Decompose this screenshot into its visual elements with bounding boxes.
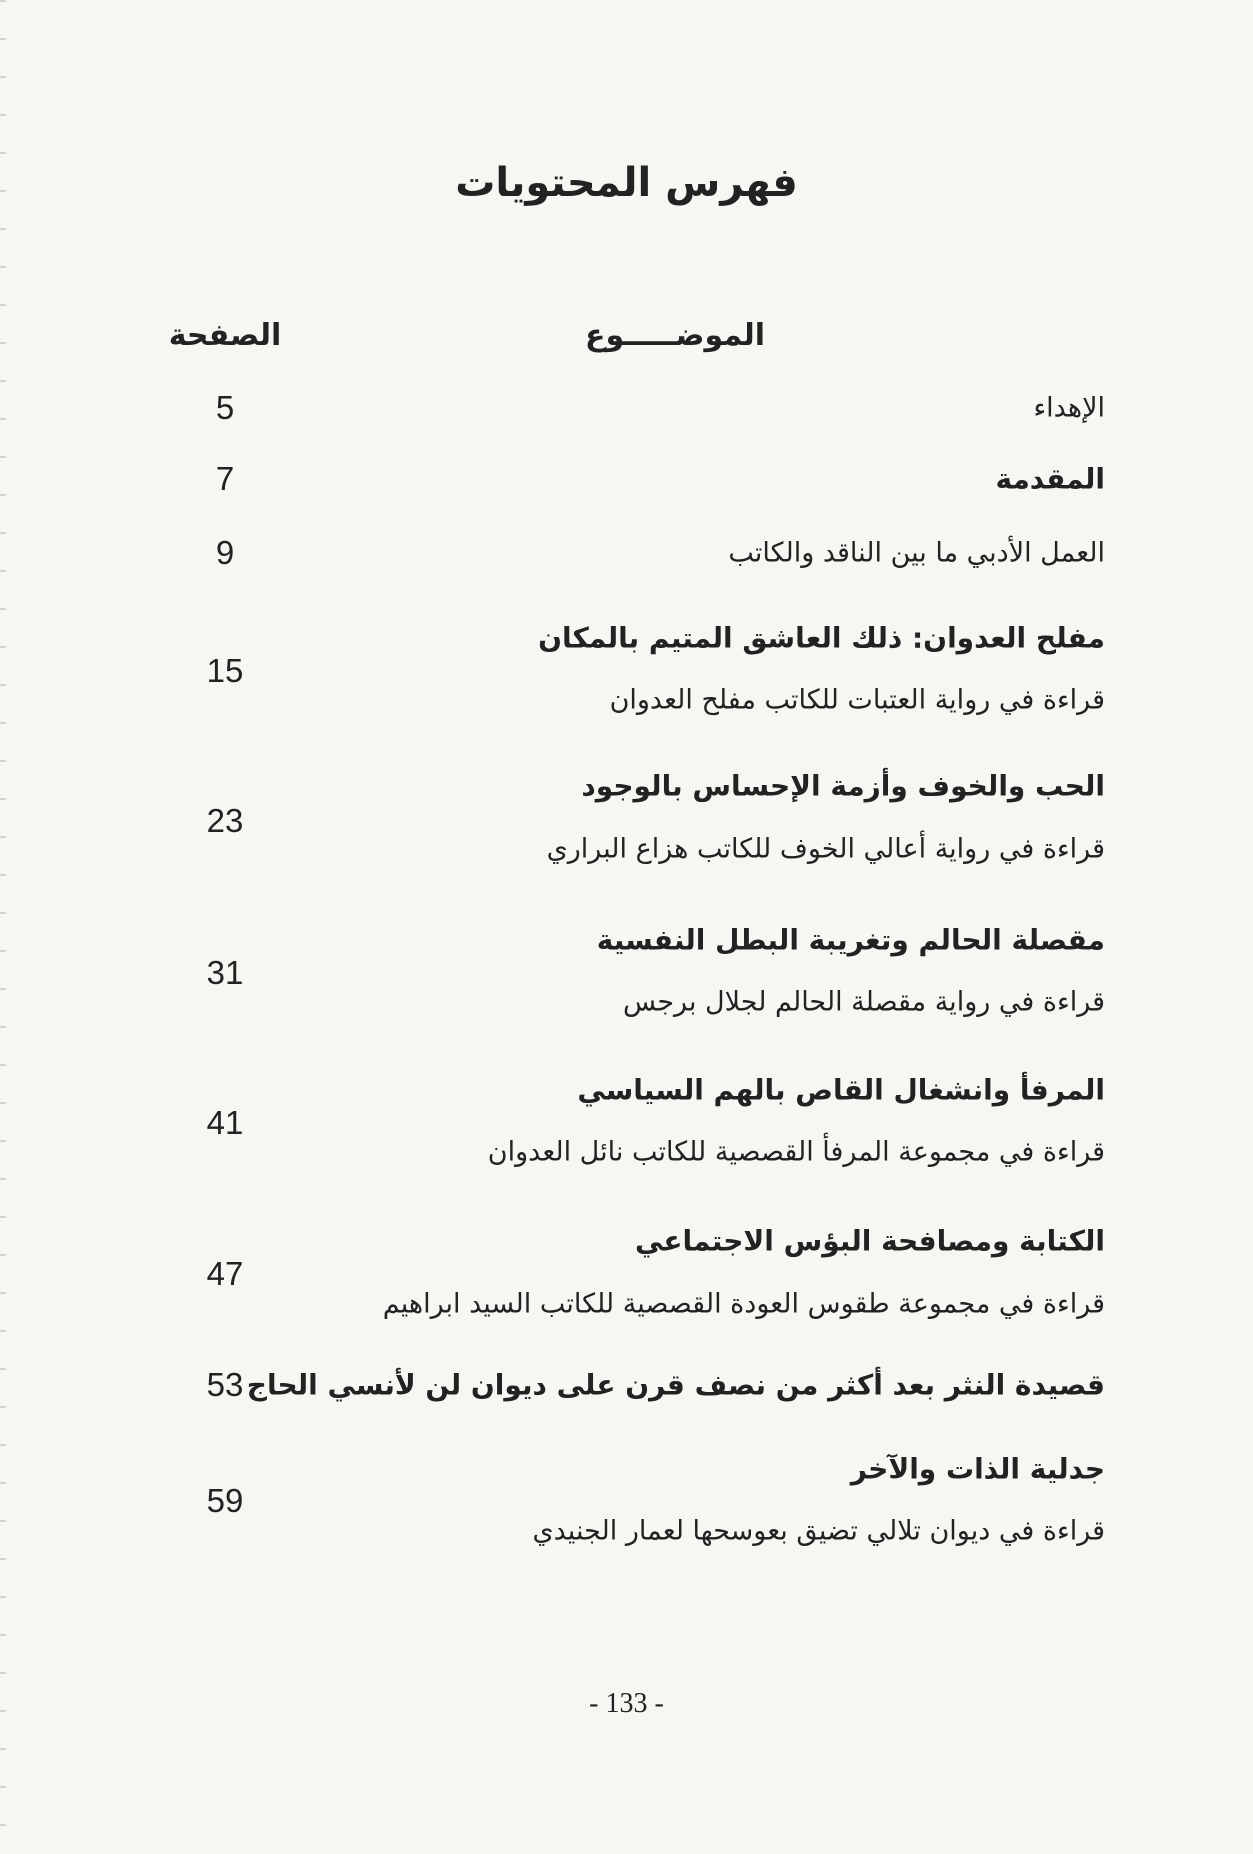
page-column-header: الصفحة [168,318,282,353]
toc-entry-page: 31 [206,954,244,991]
page-edge [0,0,6,1854]
toc-entry-subtitle: قراءة في مجموعة المرفأ القصصية للكاتب نائل العدوان [487,1136,1105,1168]
toc-entry-page: 59 [206,1482,244,1519]
toc-entry-title: المرفأ وانشغال القاص بالهم السياسي [577,1073,1105,1107]
toc-entry-page: 23 [206,802,244,839]
toc-entry-page: 9 [215,534,235,571]
toc-entry-subtitle: قراءة في مجموعة طقوس العودة القصصية للكاتب السيد ابراهيم [382,1288,1105,1320]
toc-entry-title: مفلح العدوان: ذلك العاشق المتيم بالمكان [538,621,1105,655]
topic-column-header: الموضـــــوع [584,318,766,353]
toc-entry-title: قصيدة النثر بعد أكثر من نصف قرن على ديوان لن لأنسي الحاج [246,1368,1105,1402]
toc-entry-subtitle: قراءة في رواية مقصلة الحالم لجلال برجس [622,986,1105,1018]
page-title: فهرس المحتويات [455,160,798,206]
toc-entry-page: 15 [206,652,244,689]
page-number-footer: - 133 - [589,1688,664,1719]
toc-entry-title: الكتابة ومصافحة البؤس الاجتماعي [635,1224,1105,1258]
toc-entry-subtitle: قراءة في رواية العتبات للكاتب مفلح العدوان [609,684,1105,716]
toc-entry-title: جدلية الذات والآخر [850,1452,1105,1486]
toc-entry-page: 7 [215,460,235,497]
toc-entry-subtitle: قراءة في ديوان تلالي تضيق بعوسحها لعمار الجنيدي [532,1515,1105,1547]
toc-entry-page: 47 [206,1255,244,1292]
toc-entry-title: الإهداء [1033,392,1105,424]
toc-entry-page: 5 [215,389,235,426]
toc-entry-title: المقدمة [995,462,1105,496]
toc-entry-subtitle: قراءة في رواية أعالي الخوف للكاتب هزاع البراري [546,833,1105,865]
toc-entry-title: مقصلة الحالم وتغريبة البطل النفسية [596,923,1105,957]
toc-entry-page: 41 [206,1104,244,1141]
toc-entry-title: العمل الأدبي ما بين الناقد والكاتب [728,537,1105,569]
toc-entry-page: 53 [206,1366,244,1403]
toc-entry-title: الحب والخوف وأزمة الإحساس بالوجود [581,769,1105,803]
